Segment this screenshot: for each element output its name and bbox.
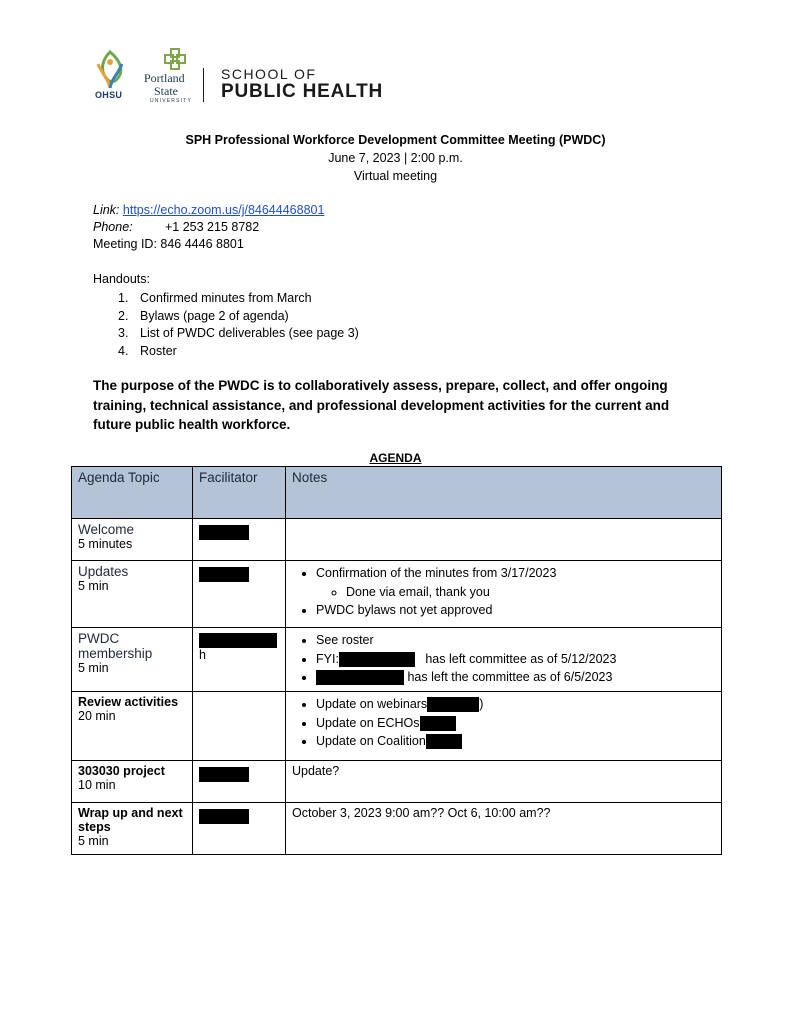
list-item: • See roster [316, 631, 715, 650]
redaction-box [199, 809, 249, 824]
agenda-table [71, 466, 722, 855]
table-row [72, 761, 722, 803]
notes-cell [286, 519, 722, 561]
handouts-label: Handouts: [93, 272, 150, 286]
link-label: Link: [93, 203, 120, 217]
list-item: • PWDC bylaws not yet approved [316, 601, 715, 620]
redaction-box [339, 652, 415, 667]
facilitator-cell [193, 519, 286, 561]
table-row [72, 692, 722, 761]
redaction-box [426, 734, 462, 749]
psu-wordmark-line1: Portland [144, 71, 185, 85]
handouts-list [118, 290, 359, 360]
facilitator-cell [193, 761, 286, 803]
table-row [72, 519, 722, 561]
topic-cell: 303030 project 10 min [72, 761, 193, 803]
notes-cell [286, 628, 722, 692]
notes-cell [286, 561, 722, 628]
school-of-text: SCHOOL OF [221, 66, 317, 82]
redaction-box [199, 633, 277, 648]
meeting-title: SPH Professional Workforce Development Committee Meeting (PWDC) [185, 133, 606, 147]
list-item: 1. Confirmed minutes from March [118, 291, 312, 305]
psu-logo-mark [164, 48, 186, 70]
facilitator-cell: h [193, 628, 286, 692]
table-row [72, 561, 722, 628]
facilitator-cell [193, 561, 286, 628]
topic-cell: Review activities 20 min [72, 692, 193, 761]
facilitator-cell [193, 803, 286, 855]
topic-cell: Wrap up and next steps 5 min [72, 803, 193, 855]
table-row [72, 628, 722, 692]
header-agenda-topic: Agenda Topic [72, 467, 193, 519]
topic-cell: Updates 5 min [72, 561, 193, 628]
link-line [93, 203, 324, 217]
list-item: 3. List of PWDC deliverables (see page 3) [118, 326, 359, 340]
phone-label: Phone: [93, 220, 133, 234]
topic-cell: PWDC membership 5 min [72, 628, 193, 692]
list-item: • Confirmation of the minutes from 3/17/2023 ◦ Done via email, thank you [316, 564, 715, 601]
agenda-heading: AGENDA [369, 451, 422, 465]
header-notes: Notes [286, 467, 722, 519]
psu-wordmark-line2: State [154, 84, 178, 98]
phone-line [93, 220, 393, 234]
list-item: ◦ Done via email, thank you [346, 583, 715, 602]
ohsu-wordmark: OHSU [95, 90, 123, 100]
meeting-date: June 7, 2023 | 2:00 p.m. [328, 151, 463, 165]
table-header-row [72, 467, 722, 519]
public-health-text: PUBLIC HEALTH [221, 81, 384, 102]
list-item: • Update on ECHOs [316, 714, 715, 733]
meeting-id: Meeting ID: 846 4446 8801 [93, 237, 244, 251]
purpose-statement: The purpose of the PWDC is to collaboratively assess, prepare, collect, and offer ongoing training, technical assistance, and professional development activities for the current and future public health workforce. [93, 378, 670, 432]
redaction-box [199, 525, 249, 540]
list-item: • has left the committee as of 6/5/2023 [316, 668, 715, 687]
table-row [72, 803, 722, 855]
redaction-box [427, 697, 479, 712]
psu-wordmark-line3: UNIVERSITY [150, 98, 193, 104]
notes-cell: Update? [286, 761, 722, 803]
facilitator-cell [193, 692, 286, 761]
topic-cell: Welcome 5 minutes [72, 519, 193, 561]
header-facilitator: Facilitator [193, 467, 286, 519]
notes-cell: October 3, 2023 9:00 am?? Oct 6, 10:00 am?? [286, 803, 722, 855]
list-item: • FYI: has left committee as of 5/12/2023 [316, 650, 715, 669]
redaction-box [420, 716, 456, 731]
meeting-venue: Virtual meeting [353, 169, 438, 183]
notes-cell [286, 692, 722, 761]
logo-header [92, 48, 392, 108]
list-item: • Update on Coalition [316, 732, 715, 751]
redaction-box [199, 767, 249, 782]
list-item: 4. Roster [118, 343, 177, 358]
redaction-box [316, 670, 404, 685]
redaction-box [199, 567, 249, 582]
zoom-link[interactable]: https://echo.zoom.us/j/84644468801 [122, 203, 325, 217]
logo-divider [203, 68, 204, 102]
list-item: • Update on webinars ) [316, 695, 715, 714]
phone-number: +1 253 215 8782 [165, 220, 260, 234]
list-item: 2. Bylaws (page 2 of agenda) [118, 308, 289, 323]
